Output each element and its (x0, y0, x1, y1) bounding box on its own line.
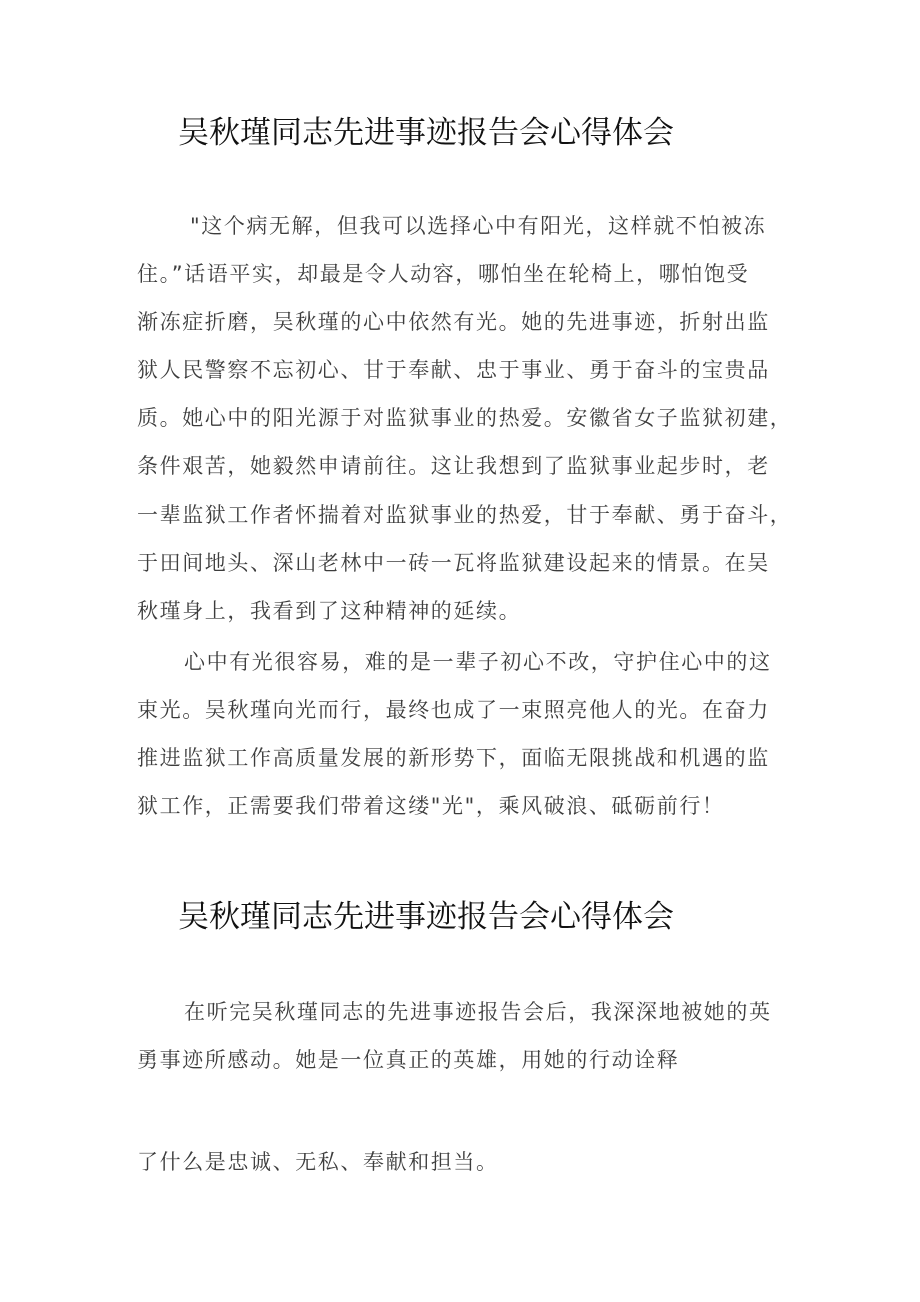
text-line: 于田间地头、深山老林中一砖一瓦将监狱建设起来的情景。在吴 (137, 551, 770, 575)
text-line: 推进监狱工作高质量发展的新形势下，面临无限挑战和机遇的监 (137, 746, 770, 770)
text-line: 住。”话语平实，却最是令人动容，哪怕坐在轮椅上，哪怕饱受 (137, 262, 750, 286)
section-2-title: 吴秋瑾同志先进事迹报告会心得体会 (178, 899, 674, 935)
text-line: 在听完吴秋瑾同志的先进事迹报告会后，我深深地被她的英 (184, 1000, 772, 1024)
text-line: "这个病无解，但我可以选择心中有阳光，这样就不怕被冻 (190, 214, 767, 238)
text-line: 秋瑾身上，我看到了这种精神的延续。 (137, 599, 522, 623)
text-line: 质。她心中的阳光源于对监狱事业的热爱。安徽省女子监狱初建， (137, 406, 793, 430)
section-1-title: 吴秋瑾同志先进事迹报告会心得体会 (178, 115, 674, 151)
text-line: 渐冻症折磨，吴秋瑾的心中依然有光。她的先进事迹，折射出监 (137, 310, 770, 334)
text-line: 勇事迹所感动。她是一位真正的英雄，用她的行动诠释 (137, 1048, 680, 1072)
text-line: 条件艰苦，她毅然申请前往。这让我想到了监狱事业起步时，老 (137, 454, 770, 478)
text-line: 一辈监狱工作者怀揣着对监狱事业的热爱，甘于奉献、勇于奋斗， (137, 503, 793, 527)
text-line: 束光。吴秋瑾向光而行，最终也成了一束照亮他人的光。在奋力 (137, 698, 770, 722)
text-line: 心中有光很容易，难的是一辈子初心不改，守护住心中的这 (184, 650, 772, 674)
text-line: 了什么是忠诚、无私、奉献和担当。 (137, 1150, 499, 1174)
text-line: 狱工作，正需要我们带着这缕"光"，乘风破浪、砥砺前行！ (137, 794, 725, 818)
text-line: 狱人民警察不忘初心、甘于奉献、忠于事业、勇于奋斗的宝贵品 (137, 358, 770, 382)
